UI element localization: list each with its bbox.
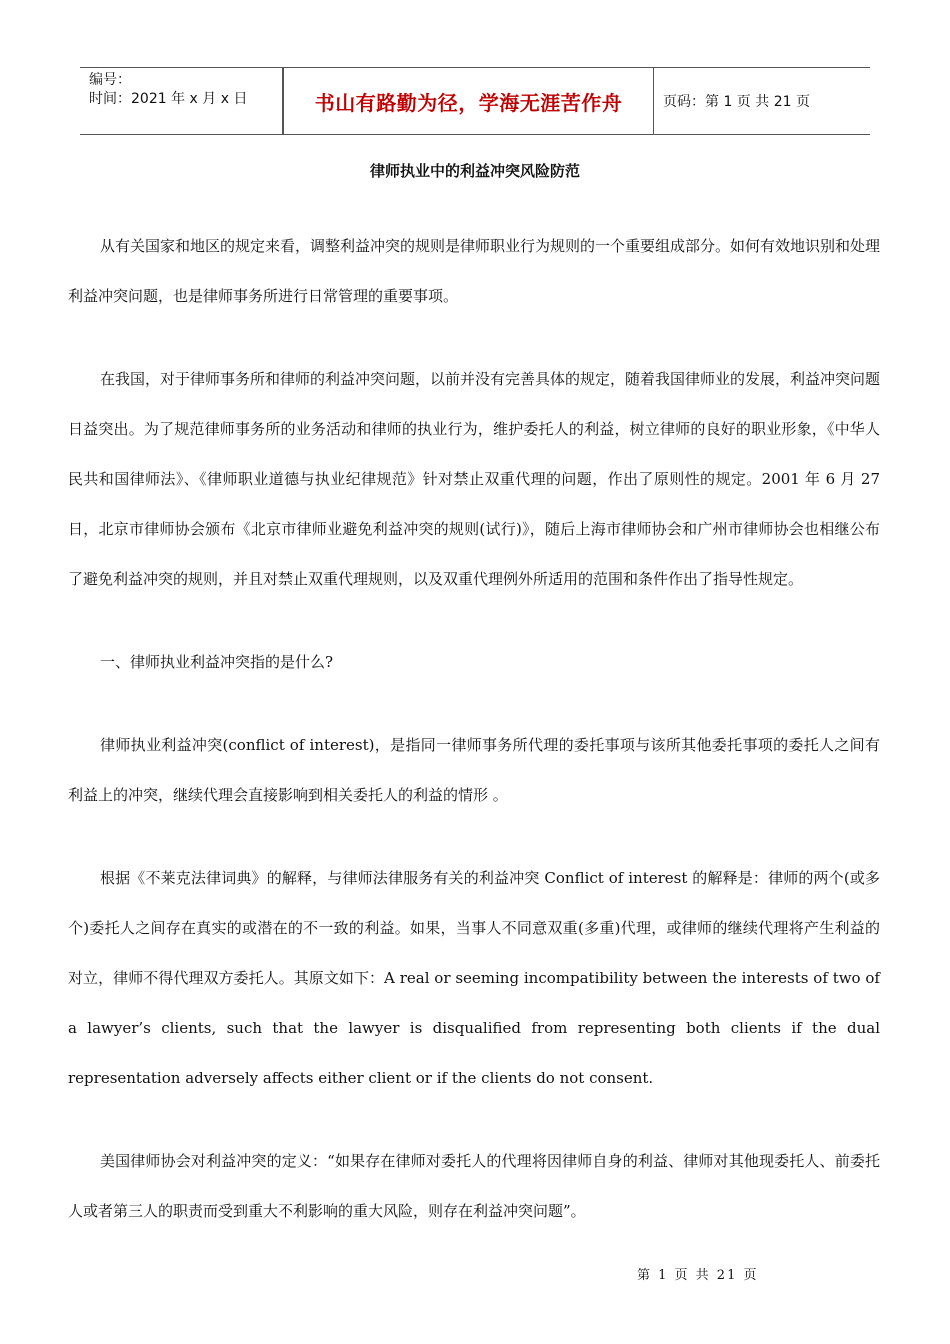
page-label: 页码：第 1 页 共 21 页: [663, 94, 810, 110]
header-table: [80, 67, 870, 135]
paragraph: 从有关国家和地区的规定来看，调整利益冲突的规则是律师职业行为规则的一个重要组成部分。如何有效地识别和处理利益冲突问题，也是律师事务所进行日常管理的重要事项。: [68, 237, 881, 305]
number-label: 编号：: [89, 72, 131, 88]
header-left-cell: [80, 68, 282, 134]
document-body: [68, 221, 880, 1269]
section-heading: 一、律师执业利益冲突指的是什么?: [100, 653, 334, 671]
paragraph: 美国律师协会对利益冲突的定义：“如果存在律师对委托人的代理将因律师自身的利益、律师对其他现委托人、前委托人或者第三人的职责而受到重大不利影响的重大风险，则存在利益冲突问题”。: [68, 1152, 880, 1220]
paragraph: 根据《不莱克法律词典》的解释，与律师法律服务有关的利益冲突 Conflict of interest 的解释是：律师的两个(或多个)委托人之间存在真实的或潜在的不一致的利益。如果，当事人不同意双重(多重)代理，或律师的继续代理将产生利益的对立，律师不得代理双方委托人。其原文如下：A real or seeming incompatibility between the interests of two of a lawyer’s clients, such that the lawyer is disqualified from representing both clients if the dual representation adversely affects either client or if the clients do not consent.: [68, 869, 880, 1087]
time-label: 时间：2021 年 x 月 x 日: [89, 91, 248, 107]
document-title: 律师执业中的利益冲突风险防范: [369, 162, 580, 180]
paragraph: 在我国，对于律师事务所和律师的利益冲突问题，以前并没有完善具体的规定，随着我国律师业的发展，利益冲突问题日益突出。为了规范律师事务所的业务活动和律师的执业行为，维护委托人的利益，树立律师的良好的职业形象，《中华人民共和国律师法》、《律师职业道德与执业纪律规范》针对禁止双重代理的问题，作出了原则性的规定。2001 年 6 月 27 日，北京市律师协会颁布《北京市律师业避免利益冲突的规则(试行)》，随后上海市律师协会和广州市律师协会也相继公布了避免利益冲突的规则，并且对禁止双重代理规则，以及双重代理例外所适用的范围和条件作出了指导性规定。: [68, 370, 881, 588]
paragraph: 律师执业利益冲突(conflict of interest)，是指同一律师事务所代理的委托事项与该所其他委托事项的委托人之间有利益上的冲突，继续代理会直接影响到相关委托人的利益的情形 。: [68, 736, 880, 804]
page-footer: 第 1 页 共 21 页: [637, 1268, 759, 1283]
motto: 书山有路勤为径，学海无涯苦作舟: [282, 68, 654, 134]
